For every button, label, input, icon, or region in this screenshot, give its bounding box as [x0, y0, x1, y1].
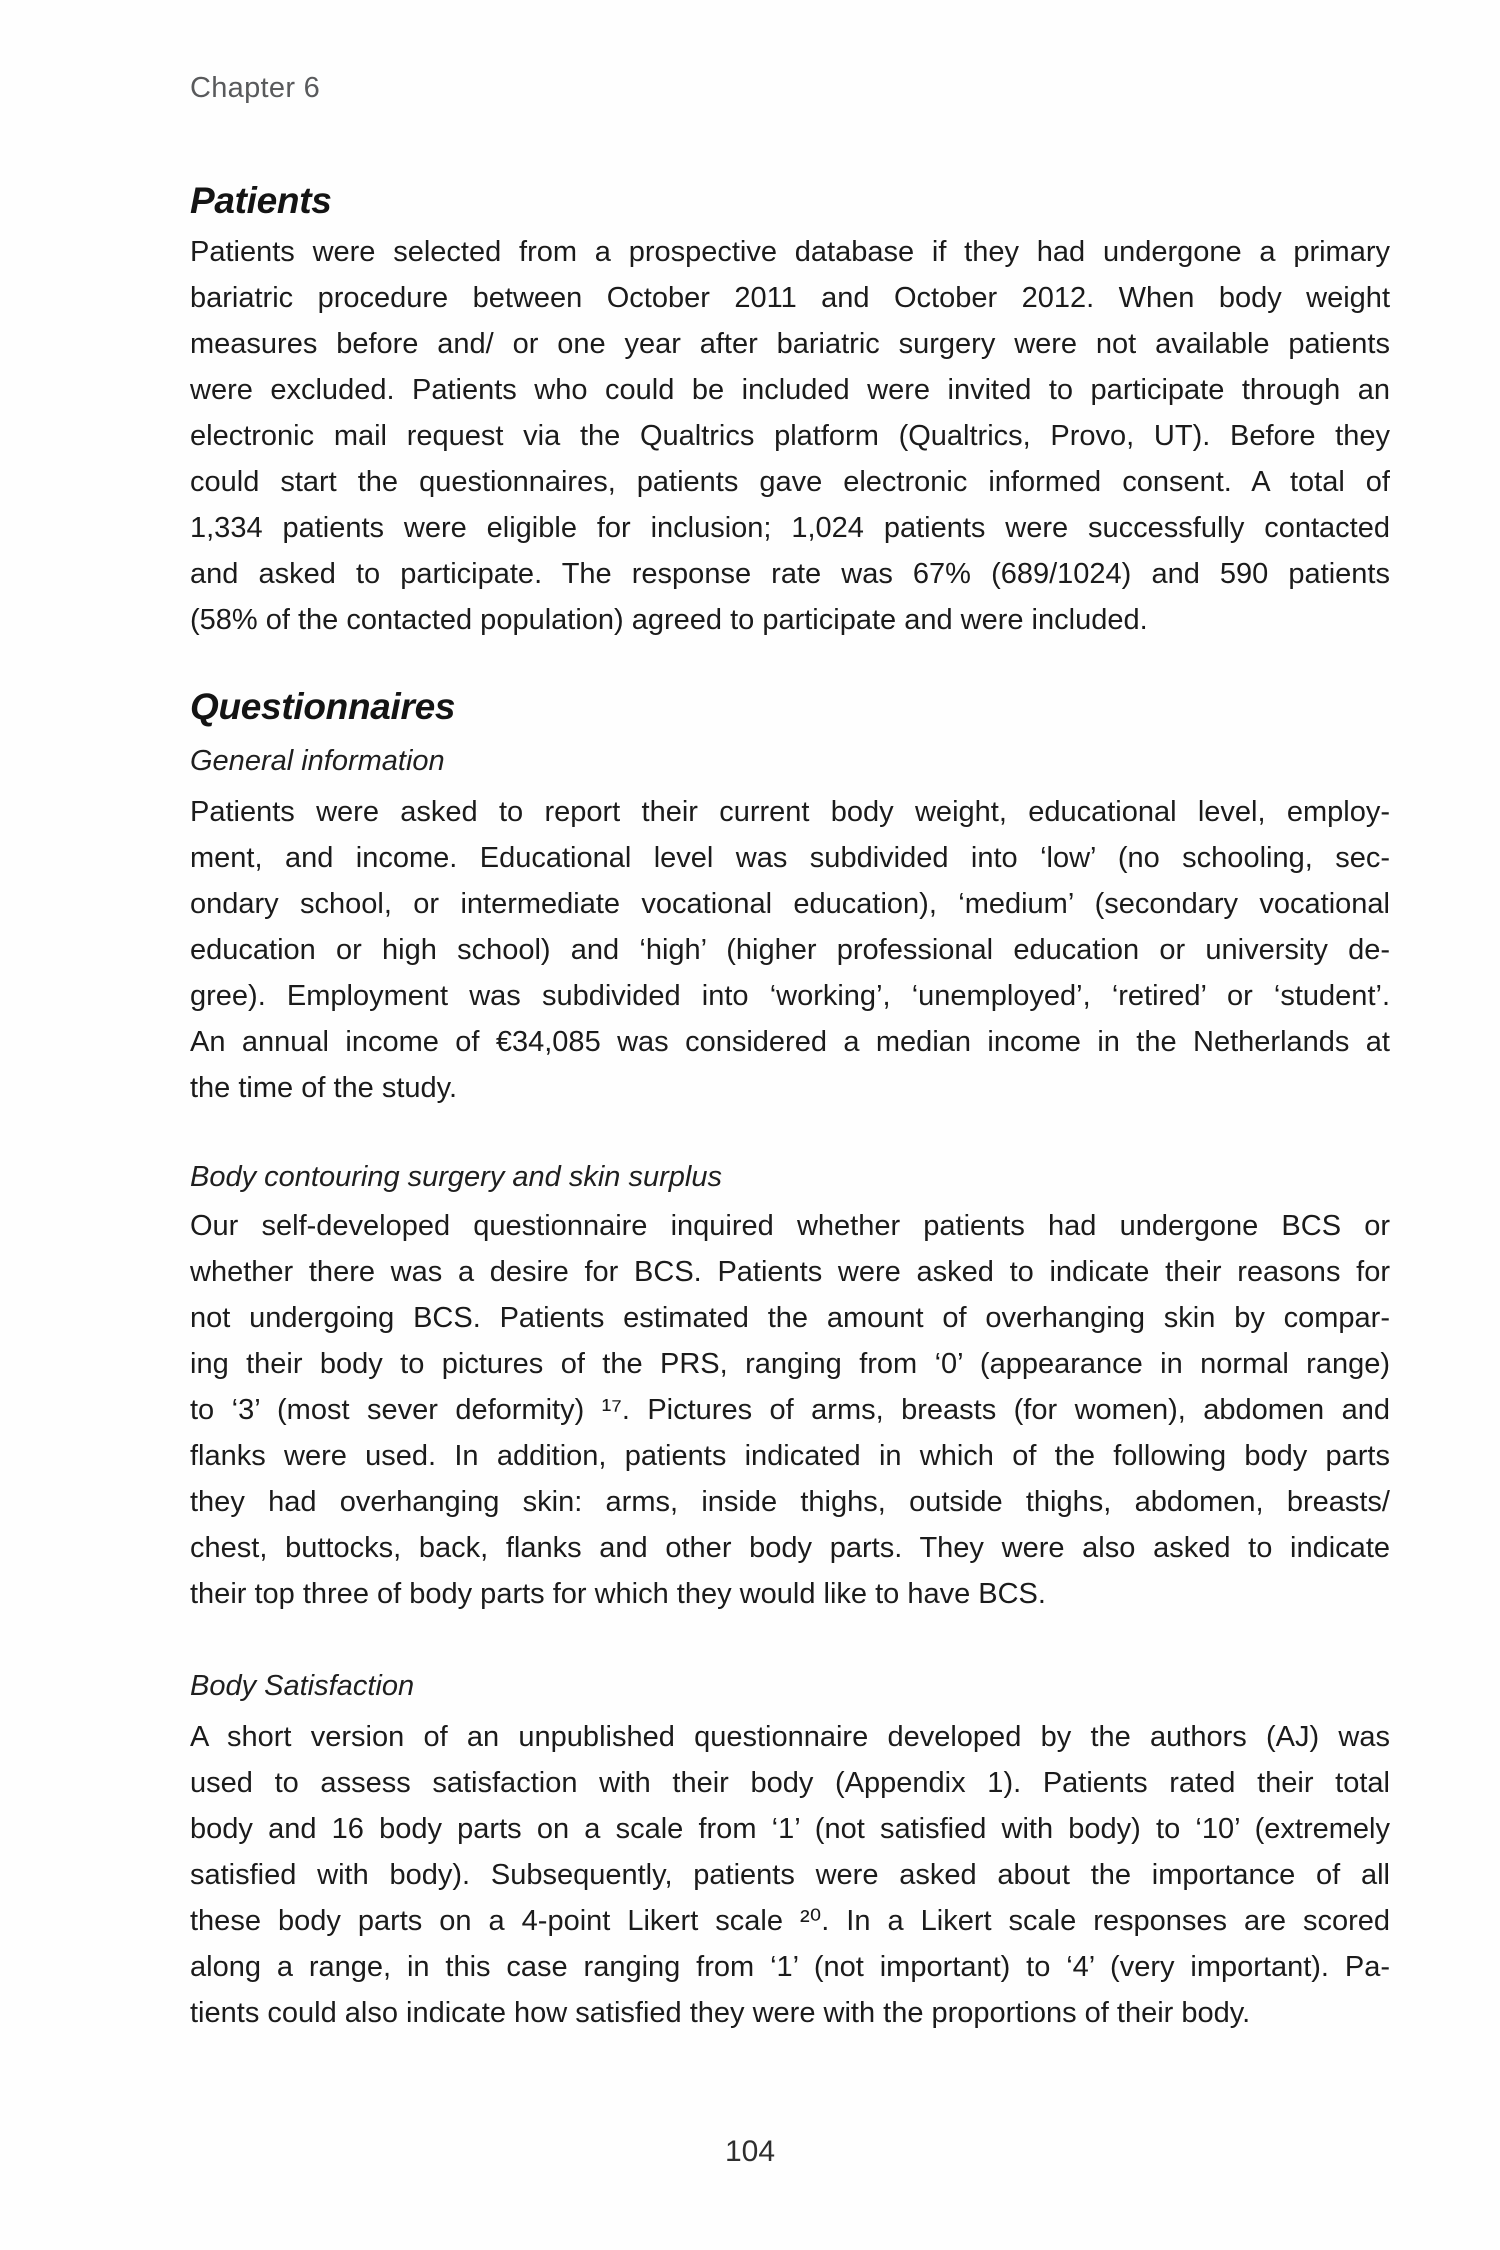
- text-line: flanks were used. In addition, patients indicated in which of the following body parts: [190, 1440, 1390, 1472]
- text-line: 1,334 patients were eligible for inclusion; 1,024 patients were successfully contacted: [190, 512, 1390, 544]
- running-header: Chapter 6: [190, 72, 321, 104]
- text-line: the time of the study.: [190, 1072, 458, 1104]
- text-line: satisfied with body). Subsequently, patients were asked about the importance of all: [190, 1859, 1390, 1891]
- text-line: An annual income of €34,085 was considered a median income in the Netherlands at: [190, 1026, 1390, 1058]
- text-line: Patients were asked to report their current body weight, educational level, employ-: [190, 796, 1390, 828]
- text-line: to ‘3’ (most sever deformity) ¹⁷. Pictures of arms, breasts (for women), abdomen and: [190, 1394, 1390, 1426]
- text-line: measures before and/ or one year after bariatric surgery were not available patients: [190, 328, 1390, 360]
- text-line: and asked to participate. The response rate was 67% (689/1024) and 590 patients: [190, 558, 1390, 590]
- paragraph-body-satisfaction: [190, 1714, 1390, 2036]
- text-line: they had overhanging skin: arms, inside thighs, outside thighs, abdomen, breasts/: [190, 1486, 1390, 1518]
- text-line: their top three of body parts for which they would like to have BCS.: [190, 1578, 1046, 1610]
- subheading-body-contouring: Body contouring surgery and skin surplus: [190, 1161, 722, 1193]
- text-line: electronic mail request via the Qualtrics platform (Qualtrics, Provo, UT). Before they: [190, 420, 1390, 452]
- text-line: ing their body to pictures of the PRS, ranging from ‘0’ (appearance in normal range): [190, 1348, 1390, 1380]
- text-line: whether there was a desire for BCS. Patients were asked to indicate their reasons for: [190, 1256, 1390, 1288]
- text-line: bariatric procedure between October 2011 and October 2012. When body weight: [190, 282, 1390, 314]
- subheading-body-satisfaction: Body Satisfaction: [190, 1670, 415, 1702]
- text-line: gree). Employment was subdivided into ‘working’, ‘unemployed’, ‘retired’ or ‘student’.: [190, 980, 1390, 1012]
- text-line: A short version of an unpublished questionnaire developed by the authors (AJ) was: [190, 1721, 1390, 1753]
- section-heading-questionnaires: Questionnaires: [190, 686, 456, 727]
- text-line: not undergoing BCS. Patients estimated the amount of overhanging skin by compar-: [190, 1302, 1390, 1334]
- text-line: these body parts on a 4-point Likert scale ²⁰. In a Likert scale responses are scored: [190, 1905, 1390, 1937]
- text-line: tients could also indicate how satisfied they were with the proportions of their body.: [190, 1997, 1251, 2029]
- text-line: body and 16 body parts on a scale from ‘1’ (not satisfied with body) to ‘10’ (extremely: [190, 1813, 1390, 1845]
- subheading-general-information: General information: [190, 745, 445, 777]
- text-line: Our self-developed questionnaire inquired whether patients had undergone BCS or: [190, 1210, 1390, 1242]
- text-line: chest, buttocks, back, flanks and other body parts. They were also asked to indicate: [190, 1532, 1390, 1564]
- paragraph-body-contouring: [190, 1203, 1390, 1617]
- text-line: could start the questionnaires, patients gave electronic informed consent. A total of: [190, 466, 1390, 498]
- text-line: ondary school, or intermediate vocational education), ‘medium’ (secondary vocational: [190, 888, 1390, 920]
- text-line: used to assess satisfaction with their body (Appendix 1). Patients rated their total: [190, 1767, 1390, 1799]
- page-number: 104: [724, 2135, 776, 2168]
- text-line: education or high school) and ‘high’ (higher professional education or university de-: [190, 934, 1390, 966]
- text-line: along a range, in this case ranging from ‘1’ (not important) to ‘4’ (very important). Pa-: [190, 1951, 1390, 1983]
- text-line: (58% of the contacted population) agreed to participate and were included.: [190, 604, 1148, 636]
- text-line: were excluded. Patients who could be included were invited to participate through an: [190, 374, 1390, 406]
- text-line: ment, and income. Educational level was subdivided into ‘low’ (no schooling, sec-: [190, 842, 1390, 874]
- paragraph-patients: [190, 229, 1390, 643]
- section-heading-patients: Patients: [190, 180, 332, 221]
- text-line: Patients were selected from a prospective database if they had undergone a primary: [190, 236, 1390, 268]
- paragraph-general-information: [190, 789, 1390, 1111]
